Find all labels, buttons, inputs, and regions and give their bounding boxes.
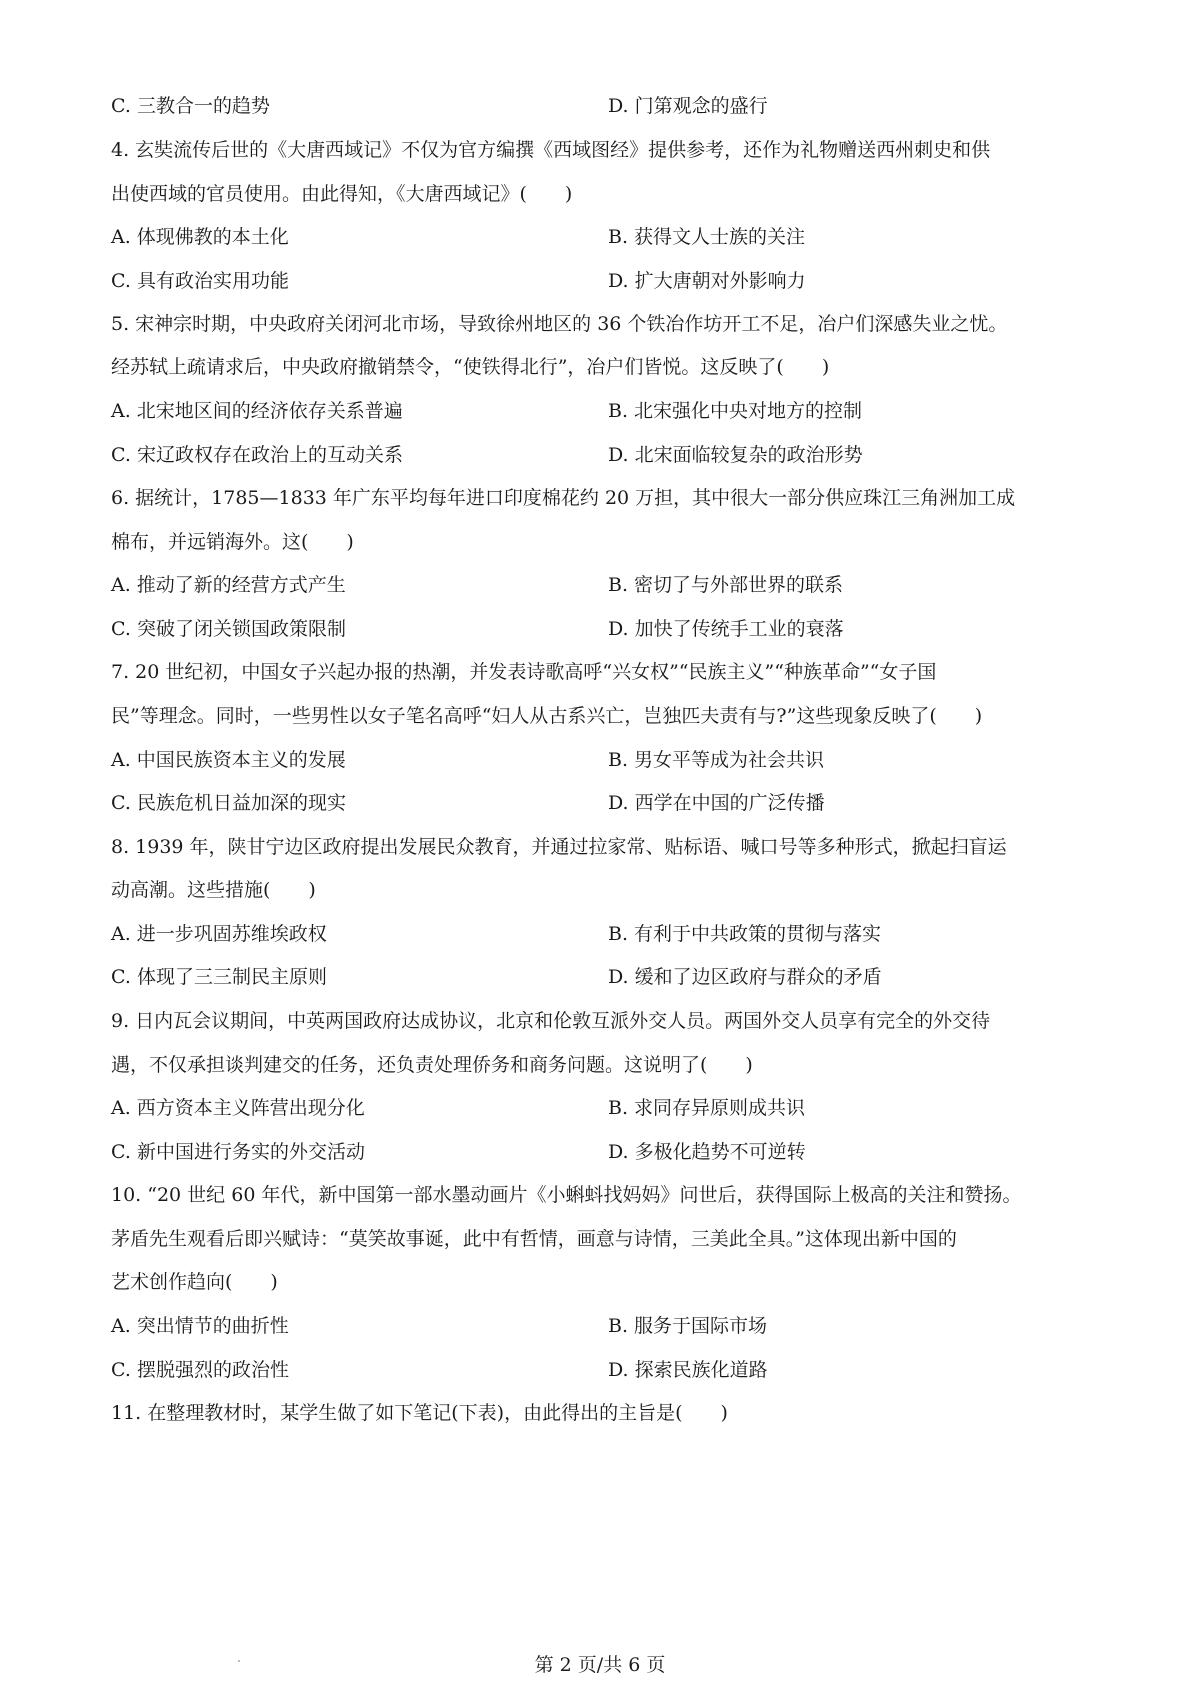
q5-option-a: A. 北宋地区间的经济依存关系普遍 xyxy=(111,400,403,422)
q7-option-c: C. 民族危机日益加深的现实 xyxy=(111,792,346,814)
q8-stem-line-2: 动高潮。这些措施( ) xyxy=(111,879,316,901)
q10-stem-line-2: 茅盾先生观看后即兴赋诗：“莫笑故事诞，此中有哲情，画意与诗情，三美此全具。”这体现出新中国的 xyxy=(111,1228,957,1250)
page-footer: 第 2 页/共 6 页 xyxy=(534,1654,666,1676)
q7-option-d: D. 西学在中国的广泛传播 xyxy=(608,792,825,814)
q9-option-c: C. 新中国进行务实的外交活动 xyxy=(111,1141,365,1163)
q7-stem-line-1: 7. 20 世纪初，中国女子兴起办报的热潮，并发表诗歌高呼“兴女权”“民族主义”“种族革命”“女子国 xyxy=(111,661,937,683)
q10-option-c: C. 摆脱强烈的政治性 xyxy=(111,1359,289,1381)
q6-option-d: D. 加快了传统手工业的衰落 xyxy=(608,618,844,640)
q5-option-c: C. 宋辽政权存在政治上的互动关系 xyxy=(111,444,403,466)
q9-option-a: A. 西方资本主义阵营出现分化 xyxy=(111,1097,365,1119)
q10-option-d: D. 探索民族化道路 xyxy=(608,1359,768,1381)
q5-option-b: B. 北宋强化中央对地方的控制 xyxy=(608,400,863,422)
q6-stem-line-1: 6. 据统计，1785—1833 年广东平均每年进口印度棉花约 20 万担，其中很大一部分供应珠江三角洲加工成 xyxy=(111,487,1016,509)
q6-stem-line-2: 棉布，并远销海外。这( ) xyxy=(111,531,354,553)
q8-option-a: A. 进一步巩固苏维埃政权 xyxy=(111,923,327,945)
q4-stem-line-2: 出使西域的官员使用。由此得知，《大唐西域记》( ) xyxy=(111,183,573,205)
q6-option-b: B. 密切了与外部世界的联系 xyxy=(608,574,844,596)
q11-stem-line-1: 11. 在整理教材时，某学生做了如下笔记(下表)，由此得出的主旨是( ) xyxy=(111,1402,728,1424)
q4-option-a: A. 体现佛教的本土化 xyxy=(111,226,289,248)
q3-option-c: C. 三教合一的趋势 xyxy=(111,95,270,117)
q10-stem-line-3: 艺术创作趋向( ) xyxy=(111,1271,278,1293)
q9-option-b: B. 求同存异原则成共识 xyxy=(608,1097,806,1119)
q10-stem-line-1: 10. “20 世纪 60 年代，新中国第一部水墨动画片《小蝌蚪找妈妈》问世后，获得国际上极高的关注和赞扬。 xyxy=(111,1184,1022,1206)
q6-option-a: A. 推动了新的经营方式产生 xyxy=(111,574,346,596)
q7-stem-line-2: 民”等理念。同时，一些男性以女子笔名高呼“妇人从古系兴亡，岂独匹夫责有与?”这些现象反映了( ) xyxy=(111,705,983,727)
q10-option-b: B. 服务于国际市场 xyxy=(608,1315,768,1337)
q9-stem-line-1: 9. 日内瓦会议期间，中英两国政府达成协议，北京和伦敦互派外交人员。两国外交人员享有完全的外交待 xyxy=(111,1010,991,1032)
q10-option-a: A. 突出情节的曲折性 xyxy=(111,1315,289,1337)
q4-option-d: D. 扩大唐朝对外影响力 xyxy=(608,270,806,292)
q4-option-b: B. 获得文人士族的关注 xyxy=(608,226,806,248)
q8-option-d: D. 缓和了边区政府与群众的矛盾 xyxy=(608,966,882,988)
q9-stem-line-2: 遇，不仅承担谈判建交的任务，还负责处理侨务和商务问题。这说明了( ) xyxy=(111,1054,753,1076)
q9-option-d: D. 多极化趋势不可逆转 xyxy=(608,1141,806,1163)
q4-option-c: C. 具有政治实用功能 xyxy=(111,270,289,292)
q5-option-d: D. 北宋面临较复杂的政治形势 xyxy=(608,444,863,466)
q8-stem-line-1: 8. 1939 年，陕甘宁边区政府提出发展民众教育，并通过拉家常、贴标语、喊口号等多种形式，掀起扫盲运 xyxy=(111,836,1007,858)
q6-option-c: C. 突破了闭关锁国政策限制 xyxy=(111,618,346,640)
q7-option-a: A. 中国民族资本主义的发展 xyxy=(111,749,346,771)
q5-stem-line-2: 经苏轼上疏请求后，中央政府撤销禁令，“使铁得北行”，冶户们皆悦。这反映了( ) xyxy=(111,356,830,378)
q5-stem-line-1: 5. 宋神宗时期，中央政府关闭河北市场，导致徐州地区的 36 个铁冶作坊开工不足，冶户们深感失业之忧。 xyxy=(111,313,1008,335)
q3-option-d: D. 门第观念的盛行 xyxy=(608,95,768,117)
q7-option-b: B. 男女平等成为社会共识 xyxy=(608,749,825,771)
q8-option-c: C. 体现了三三制民主原则 xyxy=(111,966,327,988)
q8-option-b: B. 有利于中共政策的贯彻与落实 xyxy=(608,923,882,945)
q4-stem-line-1: 4. 玄奘流传后世的《大唐西域记》不仅为官方编撰《西域图经》提供参考，还作为礼物赠送西州刺史和供 xyxy=(111,139,991,161)
